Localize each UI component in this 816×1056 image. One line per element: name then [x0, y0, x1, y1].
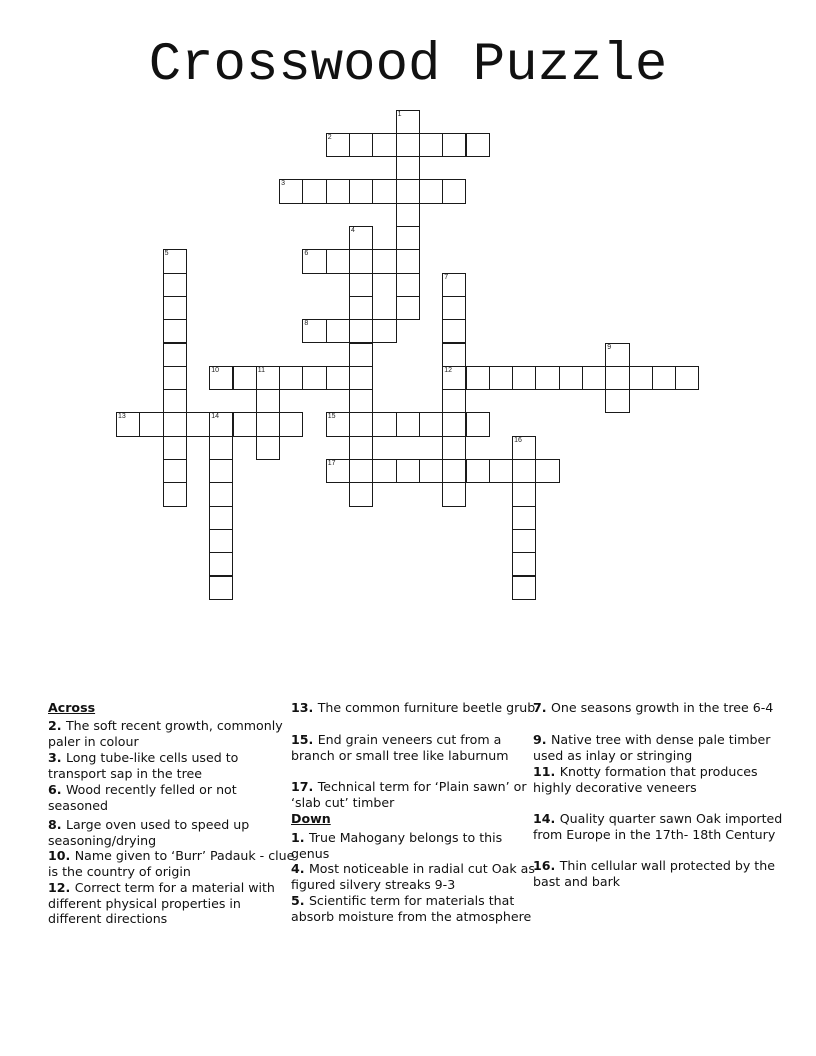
grid-cell[interactable] [116, 412, 140, 436]
grid-cell[interactable] [349, 319, 373, 343]
grid-cell[interactable] [302, 179, 326, 203]
cell-number: 17 [327, 460, 336, 467]
clue-text: Most noticeable in radial cut Oak as figured silvery streaks 9-3 [291, 861, 535, 892]
clue-number: 17. [291, 779, 318, 794]
grid-cell[interactable] [349, 133, 373, 157]
clue-item [48, 880, 298, 927]
clue-number: 8. [48, 817, 66, 832]
grid-cell[interactable] [349, 389, 373, 413]
grid-cell[interactable] [442, 366, 466, 390]
heading-label: Down [291, 811, 331, 826]
clue-text: Large oven used to speed up seasoning/drying [48, 817, 250, 848]
clue-text: Quality quarter sawn Oak imported from Europe in the 17th- 18th Century [533, 811, 783, 842]
grid-cell[interactable] [512, 459, 536, 483]
clue-number: 11. [533, 764, 560, 779]
clue-item [291, 732, 541, 763]
grid-cell[interactable] [605, 389, 629, 413]
clue-text: Wood recently felled or not seasoned [48, 782, 237, 813]
grid-cell[interactable] [302, 249, 326, 273]
grid-cell[interactable] [326, 249, 350, 273]
clue-text: End grain veneers cut from a branch or small tree like laburnum [291, 732, 509, 763]
grid-cell[interactable] [535, 366, 559, 390]
grid-cell[interactable] [139, 412, 163, 436]
clue-number: 2. [48, 718, 66, 733]
grid-cell[interactable] [163, 296, 187, 320]
grid-cell[interactable] [372, 459, 396, 483]
grid-cell[interactable] [675, 366, 699, 390]
cell-number: 11 [257, 366, 266, 374]
grid-cell[interactable] [442, 482, 466, 506]
clue-text: Thin cellular wall protected by the bast and bark [533, 858, 775, 889]
clue-item [48, 750, 298, 781]
grid-cell[interactable] [559, 366, 583, 390]
grid-cell[interactable] [209, 366, 233, 390]
cell-number: 10 [211, 366, 219, 374]
grid-cell[interactable] [535, 459, 559, 483]
cell-number: 12 [444, 366, 452, 374]
grid-cell[interactable] [302, 319, 326, 343]
clue-text: Native tree with dense pale timber used as inlay or stringing [533, 732, 771, 763]
clue-text: Knotty formation that produces highly decorative veneers [533, 764, 758, 795]
grid-cell[interactable] [442, 133, 466, 157]
grid-cell[interactable] [442, 436, 466, 460]
grid-cell[interactable] [419, 179, 443, 203]
clue-heading-down [291, 811, 541, 827]
grid-cell[interactable] [512, 482, 536, 506]
grid-cell[interactable] [209, 412, 233, 436]
clue-number: 15. [291, 732, 318, 747]
grid-cell[interactable] [349, 459, 373, 483]
grid-cell[interactable] [256, 366, 280, 390]
clue-text: Correct term for a material with different physical properties in different directions [48, 880, 275, 926]
grid-cell[interactable] [396, 203, 420, 227]
clue-number: 7. [533, 700, 551, 715]
grid-cell[interactable] [512, 529, 536, 553]
grid-cell[interactable] [163, 343, 187, 367]
clue-item [291, 893, 541, 924]
grid-cell[interactable] [512, 506, 536, 530]
grid-cell[interactable] [279, 179, 303, 203]
clue-text: Scientific term for materials that absorb moisture from the atmosphere [291, 893, 532, 924]
clue-item [48, 718, 298, 749]
grid-cell[interactable] [652, 366, 676, 390]
grid-cell[interactable] [256, 389, 280, 413]
grid-cell[interactable] [442, 273, 466, 297]
grid-cell[interactable] [396, 412, 420, 436]
clue-item [48, 848, 298, 879]
clue-number: 9. [533, 732, 551, 747]
cell-number: 7 [444, 273, 449, 281]
clue-text: Name given to ‘Burr’ Padauk - clue is the country of origin [48, 848, 295, 879]
grid-cell[interactable] [349, 179, 373, 203]
grid-cell[interactable] [349, 412, 373, 436]
grid-cell[interactable] [186, 412, 210, 436]
clue-number: 12. [48, 880, 75, 895]
grid-cell[interactable] [512, 576, 536, 600]
clue-text: Technical term for ‘Plain sawn’ or ‘slab cut’ timber [291, 779, 527, 810]
cell-number: 6 [304, 250, 309, 258]
grid-cell[interactable] [209, 436, 233, 460]
grid-cell[interactable] [512, 552, 536, 576]
grid-cell[interactable] [326, 459, 350, 483]
grid-cell[interactable] [396, 156, 420, 180]
grid-cell[interactable] [442, 412, 466, 436]
clue-number: 5. [291, 893, 309, 908]
grid-cell[interactable] [396, 249, 420, 273]
cell-number: 15 [327, 413, 336, 421]
cell-number: 1 [397, 110, 402, 118]
grid-cell[interactable] [326, 366, 350, 390]
grid-cell[interactable] [349, 366, 373, 390]
grid-cell[interactable] [629, 366, 653, 390]
grid-cell[interactable] [396, 133, 420, 157]
grid-cell[interactable] [163, 249, 187, 273]
clue-text: The soft recent growth, commonly paler in colour [48, 718, 283, 749]
grid-cell[interactable] [163, 482, 187, 506]
cell-number: 2 [327, 133, 332, 141]
grid-cell[interactable] [466, 459, 490, 483]
grid-cell[interactable] [466, 412, 490, 436]
grid-cell[interactable] [442, 389, 466, 413]
cell-number: 5 [164, 250, 169, 258]
grid-cell[interactable] [349, 249, 373, 273]
grid-cell[interactable] [582, 366, 606, 390]
grid-cell[interactable] [302, 366, 326, 390]
grid-cell[interactable] [163, 459, 187, 483]
grid-cell[interactable] [372, 249, 396, 273]
grid-cell[interactable] [163, 389, 187, 413]
grid-cell[interactable] [489, 366, 513, 390]
grid-cell[interactable] [209, 459, 233, 483]
grid-cell[interactable] [209, 529, 233, 553]
heading-label: Across [48, 700, 96, 715]
grid-cell[interactable] [326, 319, 350, 343]
clue-item [48, 782, 298, 813]
cell-number: 9 [607, 343, 612, 351]
cell-number: 8 [304, 320, 309, 328]
clue-text: One seasons growth in the tree 6-4 [550, 700, 774, 715]
grid-cell[interactable] [349, 436, 373, 460]
grid-cell[interactable] [396, 179, 420, 203]
grid-cell[interactable] [209, 482, 233, 506]
grid-cell[interactable] [442, 459, 466, 483]
clue-item [291, 861, 541, 892]
clue-number: 6. [48, 782, 66, 797]
grid-cell[interactable] [396, 459, 420, 483]
grid-cell[interactable] [442, 319, 466, 343]
clue-item [533, 811, 783, 842]
grid-cell[interactable] [489, 459, 513, 483]
grid-cell[interactable] [233, 366, 257, 390]
clue-text: True Mahogany belongs to this genus [291, 830, 503, 861]
grid-cell[interactable] [396, 110, 420, 134]
grid-cell[interactable] [372, 133, 396, 157]
grid-cell[interactable] [442, 179, 466, 203]
puzzle-title: Crosswood Puzzle [148, 35, 668, 96]
grid-cell[interactable] [349, 226, 373, 250]
grid-cell[interactable] [419, 412, 443, 436]
clue-number: 13. [291, 700, 318, 715]
clue-number: 4. [291, 861, 309, 876]
grid-cell[interactable] [349, 343, 373, 367]
grid-cell[interactable] [512, 436, 536, 460]
grid-cell[interactable] [163, 366, 187, 390]
grid-cell[interactable] [256, 412, 280, 436]
grid-cell[interactable] [163, 412, 187, 436]
grid-cell[interactable] [279, 412, 303, 436]
clue-text: The common furniture beetle grub [317, 700, 536, 715]
grid-cell[interactable] [512, 366, 536, 390]
grid-cell[interactable] [605, 343, 629, 367]
grid-cell[interactable] [466, 366, 490, 390]
grid-cell[interactable] [326, 179, 350, 203]
grid-cell[interactable] [349, 273, 373, 297]
clue-item [533, 732, 783, 763]
grid-cell[interactable] [209, 576, 233, 600]
clue-number: 16. [533, 858, 560, 873]
cell-number: 4 [351, 227, 355, 234]
grid-cell[interactable] [349, 296, 373, 320]
cell-number: 13 [118, 413, 126, 421]
clue-text: Long tube-like cells used to transport sap in the tree [48, 750, 239, 781]
grid-cell[interactable] [396, 273, 420, 297]
cell-number: 16 [514, 436, 522, 444]
grid-cell[interactable] [605, 366, 629, 390]
grid-cell[interactable] [419, 459, 443, 483]
grid-cell[interactable] [326, 412, 350, 436]
grid-cell[interactable] [396, 296, 420, 320]
clue-item [291, 830, 541, 861]
grid-cell[interactable] [442, 343, 466, 367]
clue-number: 3. [48, 750, 66, 765]
clue-item [533, 764, 783, 795]
clue-heading-across [48, 700, 298, 716]
grid-cell[interactable] [209, 552, 233, 576]
grid-cell[interactable] [372, 412, 396, 436]
clue-item [291, 779, 541, 810]
clue-item [48, 817, 298, 848]
clue-item [533, 858, 783, 889]
grid-cell[interactable] [163, 273, 187, 297]
grid-cell[interactable] [419, 133, 443, 157]
grid-cell[interactable] [163, 319, 187, 343]
grid-cell[interactable] [163, 436, 187, 460]
cell-number: 14 [211, 413, 219, 421]
clue-number: 10. [48, 848, 75, 863]
grid-cell[interactable] [256, 436, 280, 460]
grid-cell[interactable] [209, 506, 233, 530]
clue-number: 14. [533, 811, 560, 826]
clue-item [291, 700, 541, 716]
grid-cell[interactable] [279, 366, 303, 390]
clue-number: 1. [291, 830, 309, 845]
cell-number: 3 [281, 180, 285, 188]
grid-cell[interactable] [326, 133, 350, 157]
grid-cell[interactable] [466, 133, 490, 157]
grid-cell[interactable] [349, 482, 373, 506]
grid-cell[interactable] [233, 412, 257, 436]
clue-item [533, 700, 783, 716]
grid-cell[interactable] [396, 226, 420, 250]
grid-cell[interactable] [372, 319, 396, 343]
grid-cell[interactable] [372, 179, 396, 203]
grid-cell[interactable] [442, 296, 466, 320]
